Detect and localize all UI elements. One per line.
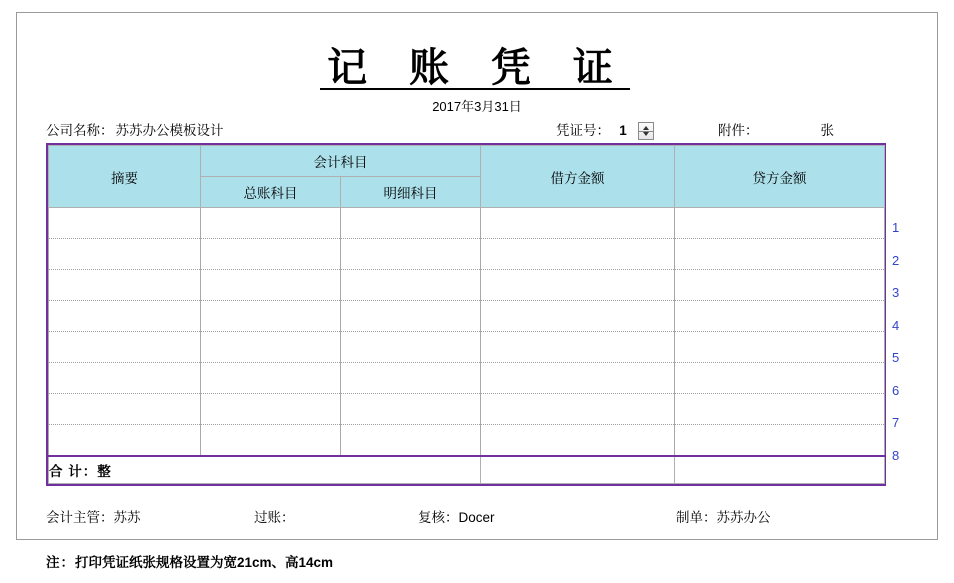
voucher-date: 2017年3月31日: [432, 99, 522, 114]
chief-accountant-field: [46, 506, 141, 526]
table-row[interactable]: [49, 270, 885, 301]
row-number: 6: [892, 382, 900, 398]
table-row[interactable]: [49, 239, 885, 270]
cell-summary[interactable]: [49, 208, 201, 239]
cell-general[interactable]: [201, 270, 341, 301]
title-underline: [320, 88, 630, 90]
stepper-down-icon[interactable]: [643, 132, 649, 136]
header-detail-subject: 明细科目: [341, 177, 481, 208]
cell-detail[interactable]: [341, 332, 481, 363]
cell-credit[interactable]: [675, 363, 885, 394]
meta-row: [46, 119, 914, 139]
cell-summary[interactable]: [49, 332, 201, 363]
maker-label: 制单：: [676, 510, 717, 525]
cell-detail[interactable]: [341, 208, 481, 239]
cell-summary[interactable]: [49, 363, 201, 394]
cell-credit[interactable]: [675, 332, 885, 363]
cell-summary[interactable]: [49, 394, 201, 425]
note-label: 注：: [46, 555, 75, 570]
cell-credit[interactable]: [675, 239, 885, 270]
cell-debit[interactable]: [481, 425, 675, 457]
row-number: 1: [892, 220, 900, 235]
note-text: 打印凭证纸张规格设置为宽21cm、高14cm: [75, 555, 334, 570]
table-row[interactable]: [49, 208, 885, 239]
cell-credit[interactable]: [675, 270, 885, 301]
row-number: 4: [892, 317, 900, 333]
cell-credit[interactable]: [675, 394, 885, 425]
voucher-table: [46, 143, 886, 486]
table-row[interactable]: [49, 394, 885, 425]
company-label: 公司名称：: [46, 123, 114, 138]
cell-general[interactable]: [201, 332, 341, 363]
row-number: 3: [892, 285, 900, 300]
total-label: 合 计：整: [49, 456, 481, 484]
page-title: 记 账 凭 证: [327, 45, 627, 91]
cell-detail[interactable]: [341, 394, 481, 425]
cell-credit[interactable]: [675, 208, 885, 239]
header-subject-group: 会计科目: [201, 146, 481, 177]
chief-accountant-value[interactable]: 苏苏: [113, 510, 141, 525]
maker-field: [676, 506, 771, 526]
cell-debit[interactable]: [481, 363, 675, 394]
cell-summary[interactable]: [49, 425, 201, 457]
cell-debit[interactable]: [481, 239, 675, 270]
row-number-gutter: [892, 212, 916, 472]
cell-debit[interactable]: [481, 394, 675, 425]
cell-general[interactable]: [201, 301, 341, 332]
cell-summary[interactable]: [49, 239, 201, 270]
header-debit: 借方金额: [481, 146, 675, 208]
table-row[interactable]: [49, 425, 885, 457]
voucher-number-label: 凭证号：: [556, 123, 610, 138]
row-number: 2: [892, 252, 900, 268]
row-number: 8: [892, 447, 900, 463]
voucher-number-value[interactable]: 1: [619, 123, 627, 138]
cell-debit[interactable]: [481, 270, 675, 301]
print-note: [46, 551, 333, 571]
posting-field: [254, 506, 295, 526]
table-row[interactable]: [49, 332, 885, 363]
cell-debit[interactable]: [481, 332, 675, 363]
cell-general[interactable]: [201, 208, 341, 239]
table-row[interactable]: [49, 363, 885, 394]
cell-general[interactable]: [201, 425, 341, 457]
cell-detail[interactable]: [341, 270, 481, 301]
header-general-ledger: 总账科目: [201, 177, 341, 208]
total-credit[interactable]: [675, 456, 885, 484]
voucher-number-stepper[interactable]: [638, 122, 654, 140]
signature-row: [46, 506, 914, 526]
reviewer-value[interactable]: Docer: [458, 510, 495, 525]
company-field: [46, 119, 224, 139]
reviewer-field: [418, 506, 495, 526]
cell-debit[interactable]: [481, 301, 675, 332]
row-number: 5: [892, 350, 900, 365]
header-summary: 摘要: [49, 146, 201, 208]
cell-summary[interactable]: [49, 301, 201, 332]
attachment-unit: 张: [820, 123, 834, 138]
reviewer-label: 复核：: [418, 510, 459, 525]
cell-detail[interactable]: [341, 363, 481, 394]
company-value[interactable]: 苏苏办公模板设计: [115, 123, 224, 138]
voucher-number-field: [556, 119, 654, 140]
cell-credit[interactable]: [675, 425, 885, 457]
cell-detail[interactable]: [341, 301, 481, 332]
row-number: 7: [892, 415, 900, 430]
cell-general[interactable]: [201, 239, 341, 270]
table-row[interactable]: [49, 301, 885, 332]
chief-accountant-label: 会计主管：: [46, 510, 114, 525]
total-row: [49, 456, 885, 484]
attachment-field: [718, 119, 834, 139]
cell-debit[interactable]: [481, 208, 675, 239]
cell-credit[interactable]: [675, 301, 885, 332]
cell-general[interactable]: [201, 363, 341, 394]
stepper-up-icon[interactable]: [643, 126, 649, 130]
attachment-label: 附件：: [718, 123, 759, 138]
total-debit[interactable]: [481, 456, 675, 484]
cell-detail[interactable]: [341, 425, 481, 457]
cell-detail[interactable]: [341, 239, 481, 270]
cell-general[interactable]: [201, 394, 341, 425]
cell-summary[interactable]: [49, 270, 201, 301]
header-credit: 贷方金额: [675, 146, 885, 208]
posting-label: 过账：: [254, 510, 295, 525]
maker-value[interactable]: 苏苏办公: [716, 510, 771, 525]
